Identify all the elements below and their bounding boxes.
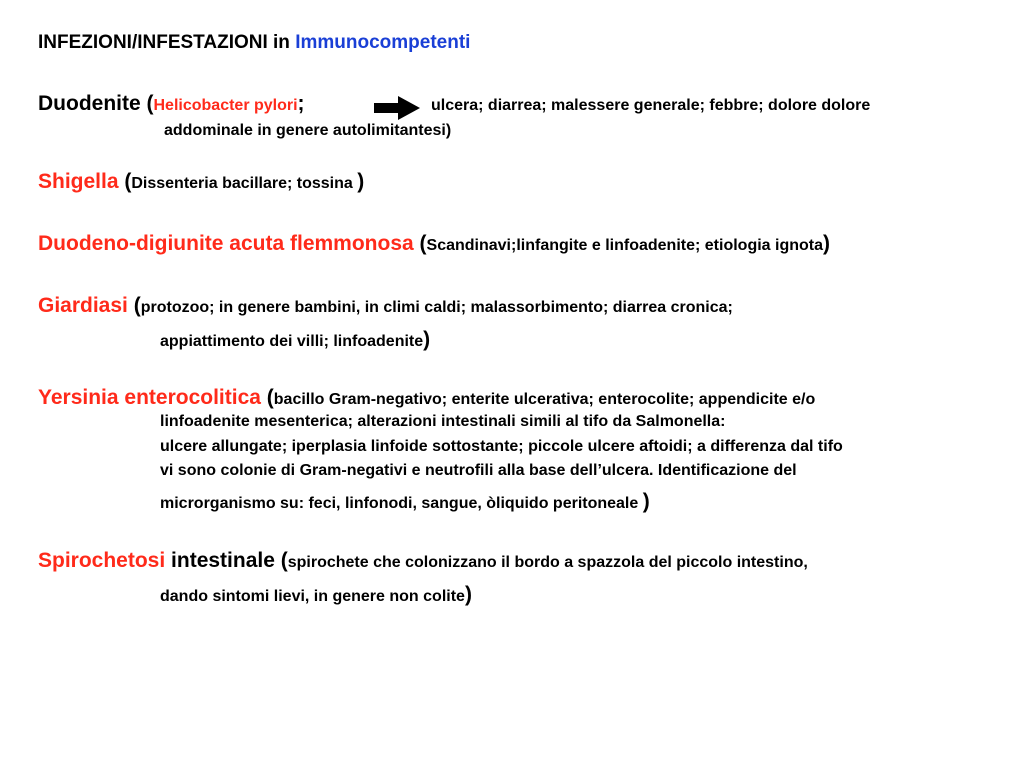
- title-part2: Immunocompetenti: [295, 32, 471, 53]
- duodenite-heading: [38, 92, 305, 116]
- yersinia-text5: microrganismo su: feci, linfonodi, sangue, òliquido peritoneale: [160, 495, 643, 512]
- duodeno-open: (: [413, 232, 427, 255]
- yersinia-text4: vi sono colonie di Gram-negativi e neutrofili alla base dell’ulcera. Identificazione del: [160, 462, 797, 479]
- shigella-text: Dissenteria bacillare; tossina: [131, 175, 358, 192]
- giardiasi-name: Giardiasi: [38, 294, 128, 317]
- duodenite-agent: Helicobacter pylori: [153, 97, 298, 114]
- yersinia-heading: [38, 386, 815, 410]
- giardiasi-open: (: [127, 294, 141, 317]
- duodeno-text: Scandinavi;linfangite e linfoadenite; etiologia ignota: [426, 237, 823, 254]
- spirochetosi-open: (: [274, 549, 288, 572]
- giardiasi-heading: [38, 294, 733, 318]
- spirochetosi-name: Spirochetosi: [38, 549, 166, 572]
- giardiasi-text1: protozoo; in genere bambini, in climi caldi; malassorbimento; diarrea cronica;: [140, 299, 733, 316]
- duodenite-text2: addominale in genere autolimitantesi): [164, 122, 452, 139]
- giardiasi-line2: [160, 328, 430, 352]
- slide-title: [38, 32, 470, 54]
- yersinia-text1: bacillo Gram-negativo; enterite ulcerativa; enterocolite; appendicite e/o: [273, 391, 816, 408]
- yersinia-text3: ulcere allungate; iperplasia linfoide sottostante; piccole ulcere aftoidi; a differenza dal tifo: [160, 438, 843, 455]
- shigella-name: Shigella: [38, 170, 119, 193]
- shigella-heading: [38, 170, 364, 194]
- spirochetosi-line2: [160, 583, 472, 607]
- duodenite-semicolon: ;: [297, 92, 305, 115]
- duodeno-close: ): [823, 232, 830, 255]
- duodeno-name: Duodeno-digiunite acuta flemmonosa: [38, 232, 414, 255]
- duodeno-heading: [38, 232, 830, 256]
- yersinia-text2: linfoadenite mesenterica; alterazioni intestinali simili al tifo da Salmonella:: [160, 413, 726, 430]
- spirochetosi-name2: intestinale: [165, 549, 275, 572]
- shigella-open: (: [118, 170, 132, 193]
- yersinia-name: Yersinia enterocolitica: [38, 386, 261, 409]
- duodenite-text1: ulcera; diarrea; malessere generale; febbre; dolore dolore: [431, 97, 871, 114]
- giardiasi-text2: appiattimento dei villi; linfoadenite: [160, 333, 424, 350]
- yersinia-open: (: [260, 386, 274, 409]
- spirochetosi-text2: dando sintomi lievi, in genere non colite: [160, 588, 465, 605]
- duodenite-name: Duodenite (: [38, 92, 154, 115]
- title-part1: INFEZIONI/INFESTAZIONI in: [38, 32, 296, 53]
- shigella-close: ): [357, 170, 365, 193]
- right-arrow-icon: [374, 96, 420, 120]
- spirochetosi-text1: spirochete che colonizzano il bordo a spazzola del piccolo intestino,: [287, 554, 808, 571]
- yersinia-close: ): [642, 490, 650, 513]
- yersinia-line5: [160, 490, 650, 514]
- spirochetosi-close: ): [464, 583, 472, 606]
- spirochetosi-heading: [38, 549, 808, 573]
- giardiasi-close: ): [423, 328, 431, 351]
